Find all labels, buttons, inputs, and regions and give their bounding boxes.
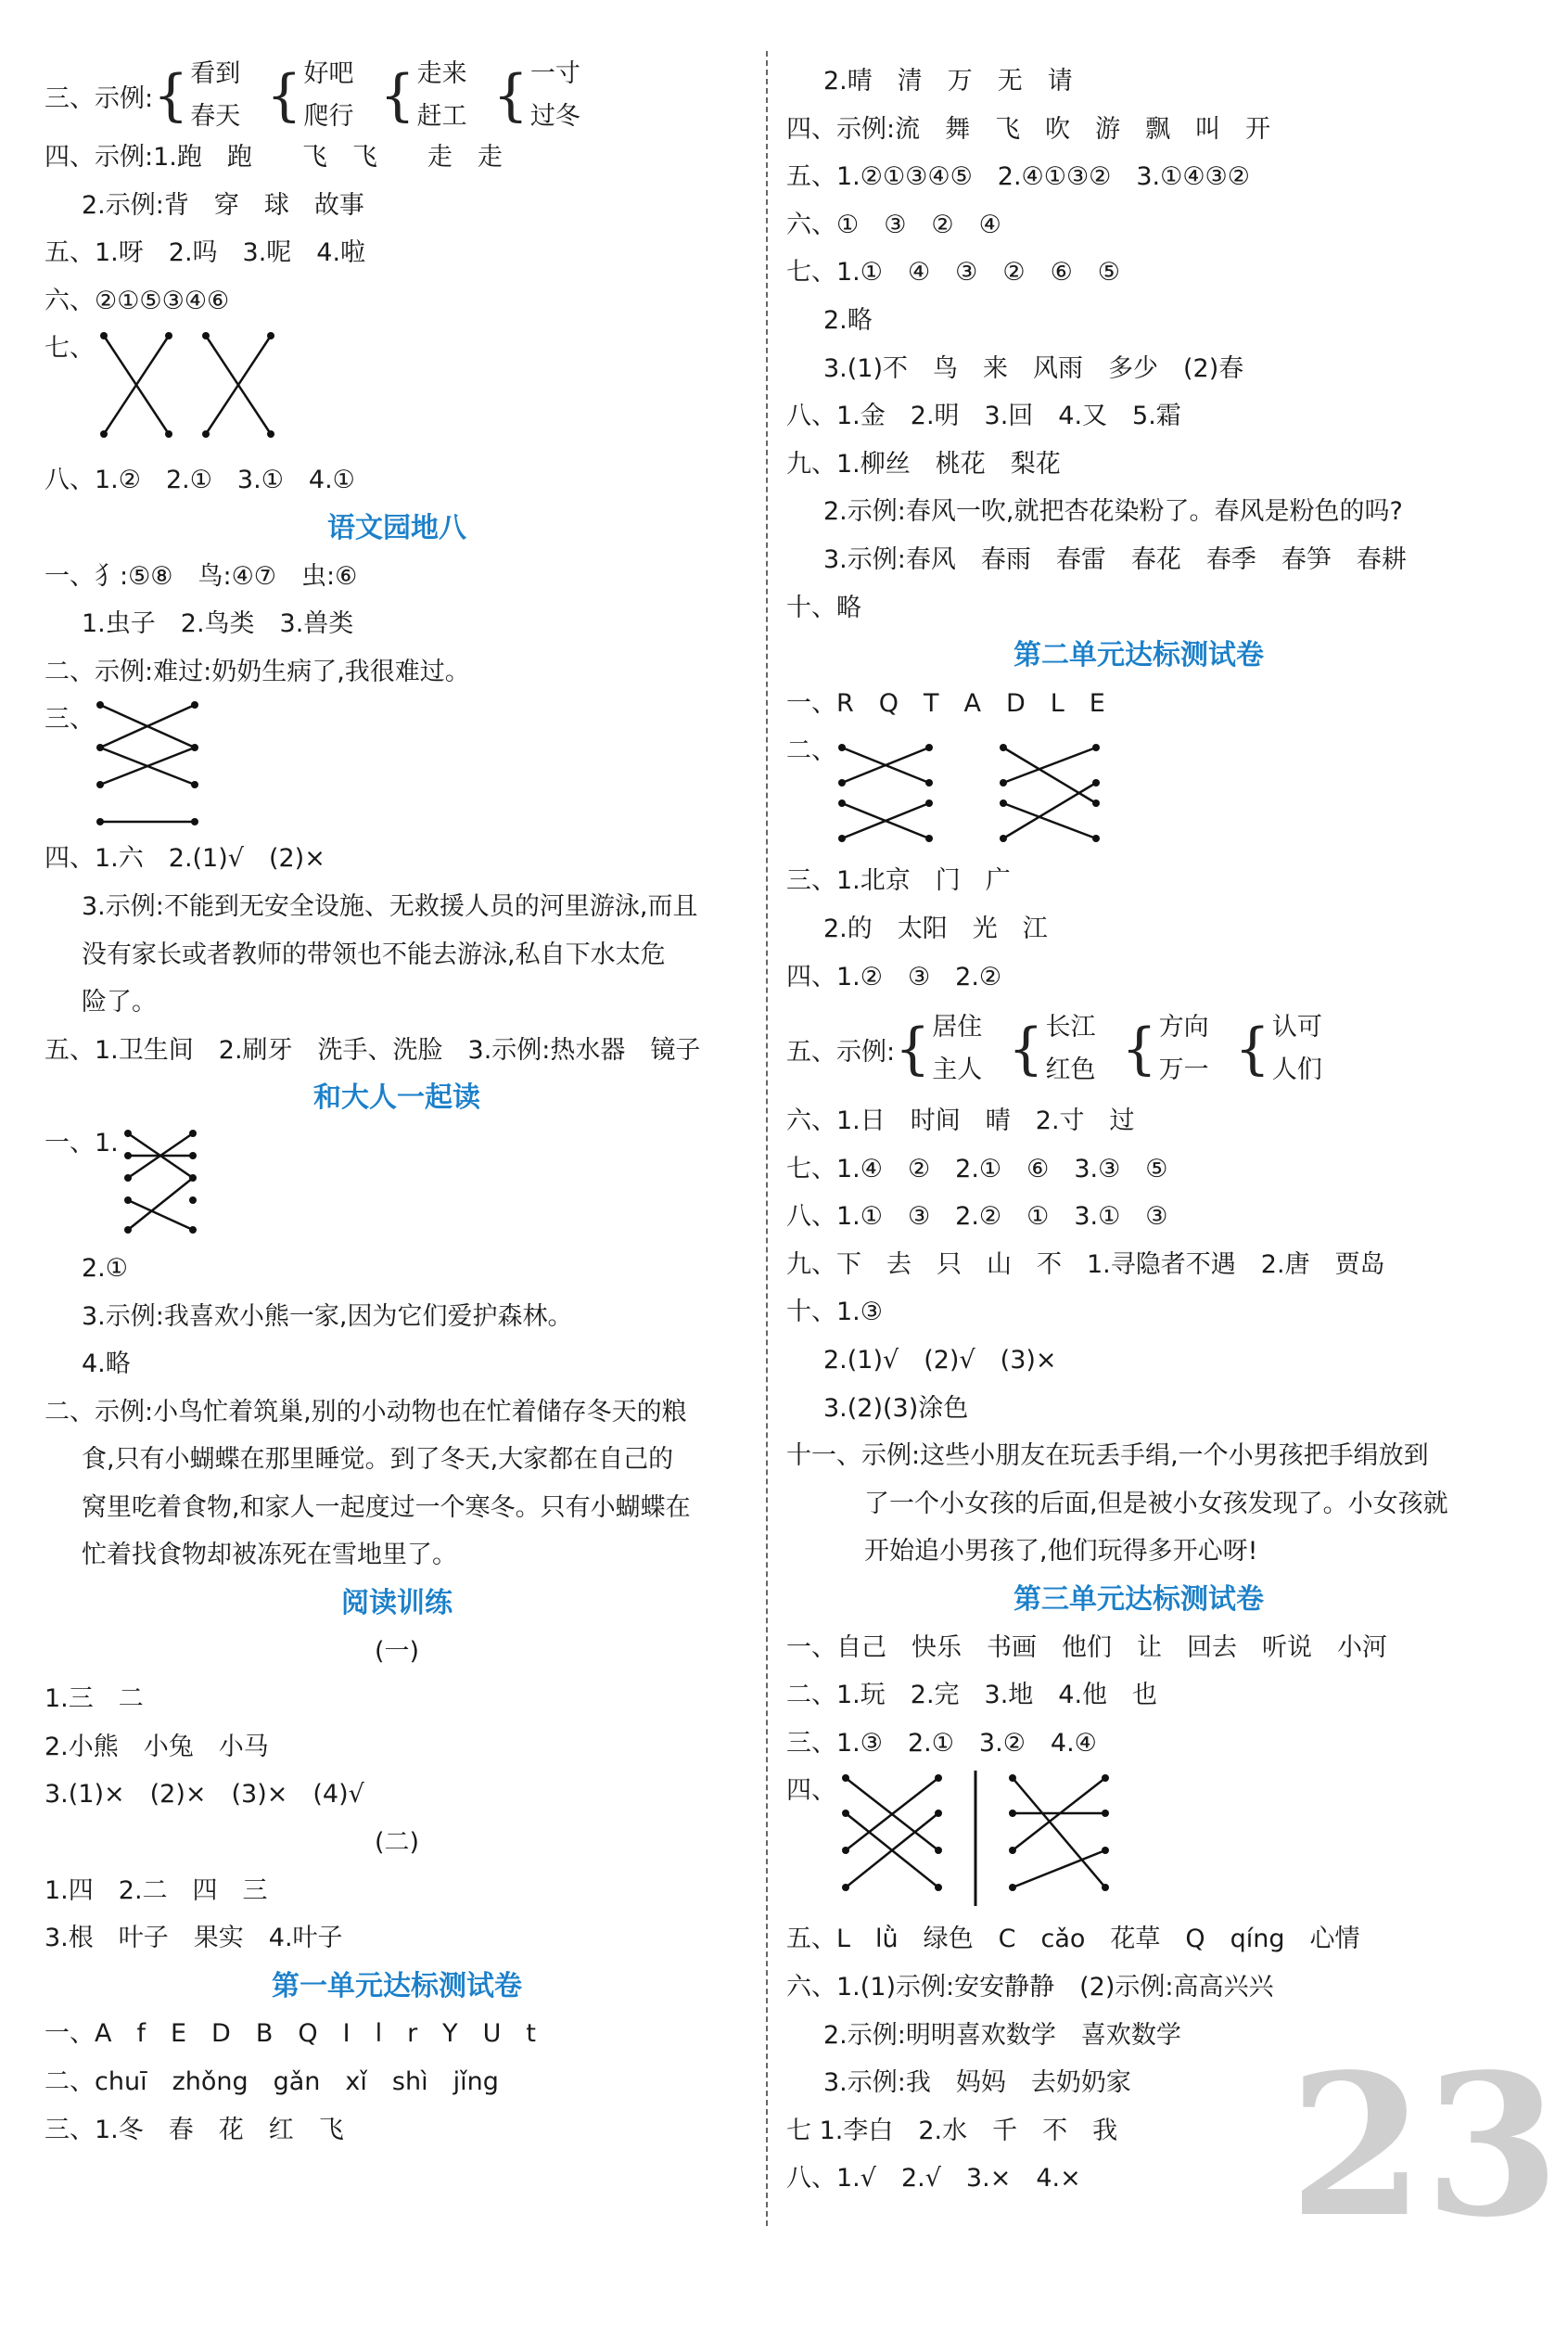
- word: 长江: [1045, 1013, 1096, 1042]
- right-column: [786, 58, 1491, 2203]
- word-pair: { 居住 主人: [895, 1006, 982, 1092]
- matching-answer: [45, 325, 749, 456]
- section-title: 第三单元达标测试卷: [1013, 1583, 1264, 1617]
- matching-lines-diagram: [95, 325, 336, 454]
- answer-label: 五、示例:: [786, 1037, 896, 1067]
- answer-line: 七、1.① ④ ③ ② ⑥ ⑤: [786, 258, 1120, 288]
- answer-line: 一、A f E D B Q I l r Y U t: [45, 2019, 537, 2049]
- matching-lines-diagram: [95, 696, 280, 833]
- column-divider: [766, 51, 768, 2226]
- answer-line: 没有家长或者教师的带领也不能去游泳,私自下水太危: [82, 940, 666, 969]
- answer-line: 六、1.日 时间 晴 2.寸 过: [786, 1106, 1135, 1136]
- answer-line: 3.示例:我 妈妈 去奶奶家: [823, 2068, 1131, 2098]
- answer-line: 五、1.呀 2.吗 3.呢 4.啦: [45, 238, 366, 268]
- word: 方向: [1158, 1013, 1209, 1042]
- answer-line: 七、1.④ ② 2.① ⑥ 3.③ ⑤: [786, 1154, 1168, 1183]
- word-pair: { 看到 春天: [153, 53, 240, 138]
- word: 爬行: [303, 102, 354, 131]
- answer-line: 八、1.金 2.明 3.回 4.又 5.霜: [786, 402, 1181, 431]
- answer-line: 十一、示例:这些小朋友在玩丢手绢,一个小男孩把手绢放到: [786, 1441, 1429, 1471]
- subsection-label: (二): [374, 1828, 420, 1858]
- answer-line: 四、示例:流 舞 飞 吹 游 飘 叫 开: [786, 114, 1271, 144]
- answer-line: 三、1.北京 门 广: [786, 866, 1011, 896]
- answer-line: 3.示例:春风 春雨 春雷 春花 春季 春笋 春耕: [823, 544, 1407, 574]
- answer-line: 七 1.李白 2.水 千 不 我: [786, 2116, 1118, 2145]
- answer-line: 二、1.玩 2.完 3.地 4.他 也: [786, 1681, 1158, 1710]
- answer-line: 五、1.卫生间 2.刷牙 洗手、洗脸 3.示例:热水器 镜子: [45, 1035, 701, 1065]
- answer-line: 2.①: [82, 1253, 128, 1283]
- answer-line: 2.示例:背 穿 球 故事: [82, 190, 364, 220]
- word: 赶工: [416, 102, 467, 131]
- answer-line: 十、1.③: [786, 1298, 883, 1327]
- answer-label: 一、1.: [45, 1128, 119, 1158]
- answer-line: 3.示例:我喜欢小熊一家,因为它们爱护森林。: [82, 1301, 573, 1331]
- answer-line: [45, 58, 749, 134]
- word: 走来: [416, 59, 467, 88]
- answer-line: 2.略: [823, 305, 873, 335]
- word-pair: { 好吧 爬行: [266, 53, 353, 138]
- answer-line: 八、1.① ③ 2.② ① 3.① ③: [786, 1202, 1168, 1232]
- left-column: [45, 58, 749, 2154]
- matching-lines-diagram: [836, 727, 1115, 853]
- answer-line: 十、略: [786, 593, 861, 622]
- word: 人们: [1271, 1055, 1322, 1085]
- answer-line: 一、自己 快乐 书画 他们 让 回去 听说 小河: [786, 1632, 1387, 1662]
- answer-line: 1.虫子 2.鸟类 3.兽类: [82, 609, 354, 639]
- answer-line: 八、1.√ 2.√ 3.× 4.×: [786, 2164, 1081, 2194]
- answer-line: 2.示例:明明喜欢数学 喜欢数学: [823, 2020, 1181, 2050]
- answer-line: 1.三 二: [45, 1684, 144, 1714]
- answer-line: 窝里吃着食物,和家人一起度过一个寒冬。只有小蝴蝶在: [82, 1492, 691, 1522]
- answer-line: 2.晴 清 万 无 请: [823, 67, 1073, 96]
- answer-line: 八、1.② 2.① 3.① 4.①: [45, 466, 355, 495]
- answer-line: 三、1.冬 春 花 红 飞: [45, 2115, 344, 2144]
- answer-line: 六、1.(1)示例:安安静静 (2)示例:高高兴兴: [786, 1973, 1274, 2002]
- answer-line: 食,只有小蝴蝶在那里睡觉。到了冬天,大家都在自己的: [82, 1445, 674, 1475]
- answer-line: 3.示例:不能到无安全设施、无救援人员的河里游泳,而且: [82, 891, 698, 921]
- answer-line: 一、犭:⑤⑧ 鸟:④⑦ 虫:⑥: [45, 561, 358, 591]
- matching-answer: [45, 1122, 749, 1245]
- answer-line: 2.示例:春风一吹,就把杏花染粉了。春风是粉色的吗?: [823, 497, 1403, 527]
- answer-label: 三、: [45, 705, 95, 735]
- matching-lines-diagram: [836, 1767, 1152, 1912]
- word: 主人: [932, 1055, 983, 1085]
- answer-label: 三、示例:: [45, 83, 154, 113]
- answer-line: 4.略: [82, 1349, 131, 1379]
- answer-label: 七、: [45, 334, 95, 364]
- word-pair: { 长江 红色: [1008, 1006, 1095, 1092]
- word-pair: { 方向 万一: [1121, 1006, 1208, 1092]
- word: 看到: [190, 59, 241, 88]
- word: 过冬: [529, 102, 580, 131]
- answer-line: 3.(1)不 鸟 来 风雨 多少 (2)春: [823, 353, 1244, 383]
- answer-line: 二、chuī zhǒng gǎn xǐ shì jǐng: [45, 2067, 499, 2096]
- answer-line: 四、示例:1.跑 跑 飞 飞 走 走: [45, 143, 503, 172]
- word-pair: { 认可 人们: [1235, 1006, 1322, 1092]
- answer-line: 一、R Q T A D L E: [786, 688, 1105, 718]
- answer-line: 六、① ③ ② ④: [786, 210, 1001, 239]
- section-title: 第二单元达标测试卷: [1013, 639, 1264, 672]
- section-title: 和大人一起读: [313, 1081, 480, 1115]
- answer-line: 忙着找食物却被冻死在雪地里了。: [82, 1541, 457, 1570]
- answer-line: [786, 1001, 1491, 1097]
- answer-line: 九、1.柳丝 桃花 梨花: [786, 449, 1061, 479]
- matching-lines-diagram: [119, 1122, 304, 1243]
- answer-line: 二、示例:小鸟忙着筑巢,别的小动物也在忙着储存冬天的粮: [45, 1397, 687, 1426]
- answer-line: 3.(1)× (2)× (3)× (4)√: [45, 1780, 364, 1810]
- answer-line: 六、②①⑤③④⑥: [45, 286, 230, 315]
- answer-line: 四、1.六 2.(1)√ (2)×: [45, 844, 325, 874]
- page-number: 23: [1289, 2031, 1561, 2260]
- answer-label: 四、: [786, 1776, 836, 1806]
- answer-line: 五、L lǜ 绿色 C cǎo 花草 Q qíng 心情: [786, 1925, 1360, 1954]
- answer-line: 2.的 太阳 光 江: [823, 914, 1048, 943]
- answer-line: 2.小熊 小兔 小马: [45, 1732, 269, 1761]
- answer-line: 了一个小女孩的后面,但是被小女孩发现了。小女孩就: [864, 1489, 1448, 1518]
- answer-line: 五、1.②①③④⑤ 2.④①③② 3.①④③②: [786, 162, 1250, 192]
- answer-line: 险了。: [82, 988, 157, 1017]
- word: 居住: [932, 1013, 983, 1042]
- section-title: 第一单元达标测试卷: [272, 1969, 522, 2002]
- word: 万一: [1158, 1055, 1209, 1085]
- word: 一寸: [529, 59, 580, 88]
- word: 认可: [1271, 1013, 1322, 1042]
- answer-line: 开始追小男孩了,他们玩得多开心呀!: [864, 1537, 1258, 1567]
- answer-line: 2.(1)√ (2)√ (3)×: [823, 1346, 1057, 1375]
- answer-line: 二、示例:难过:奶奶生病了,我很难过。: [45, 657, 470, 686]
- matching-answer: [45, 696, 749, 835]
- matching-answer: [786, 1767, 1491, 1915]
- section-title: 语文园地八: [327, 511, 466, 544]
- word: 好吧: [303, 59, 354, 88]
- answer-line: 3.根 叶子 果实 4.叶子: [45, 1924, 343, 1953]
- word-pair: { 一寸 过冬: [493, 53, 580, 138]
- word: 春天: [190, 102, 241, 131]
- answer-line: 三、1.③ 2.① 3.② 4.④: [786, 1728, 1097, 1758]
- section-title: 阅读训练: [341, 1587, 453, 1620]
- matching-answer: [786, 727, 1491, 857]
- answer-line: 四、1.② ③ 2.②: [786, 962, 1002, 991]
- answer-label: 二、: [786, 736, 836, 766]
- answer-line: 九、下 去 只 山 不 1.寻隐者不遇 2.唐 贾岛: [786, 1249, 1385, 1279]
- subsection-label: (一): [374, 1636, 420, 1666]
- answer-line: 3.(2)(3)涂色: [823, 1393, 969, 1423]
- word-pair: { 走来 赶工: [379, 53, 466, 138]
- word: 红色: [1045, 1055, 1096, 1085]
- answer-line: 1.四 2.二 四 三: [45, 1875, 268, 1905]
